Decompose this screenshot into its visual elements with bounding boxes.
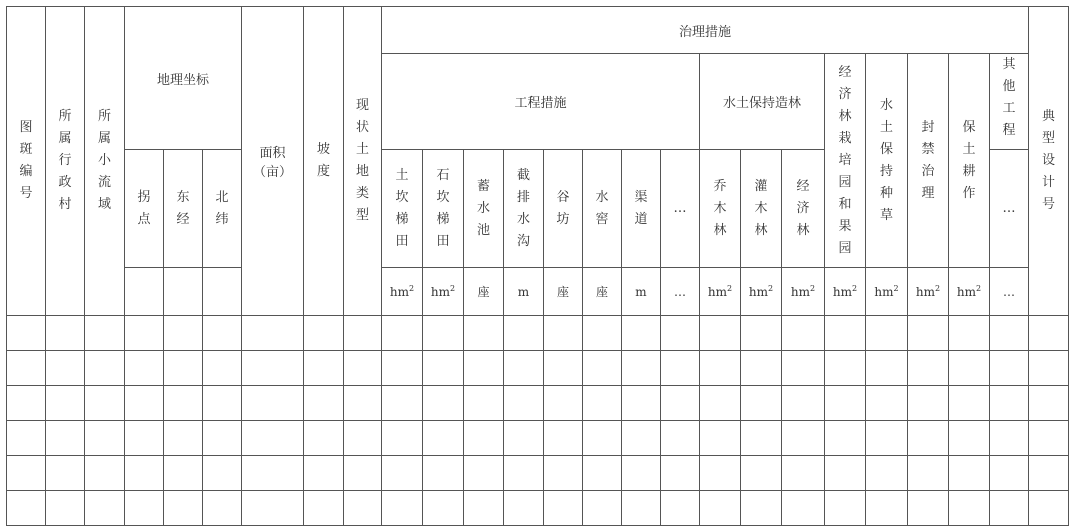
data-cell[interactable] <box>504 491 544 526</box>
table-row <box>7 421 1069 456</box>
header-area: 面积（亩） <box>242 7 304 316</box>
header-eng-col: 水窖 <box>583 150 622 268</box>
unit-hm2: $hm^2$ <box>866 268 908 316</box>
data-cell[interactable] <box>661 386 700 421</box>
data-cell[interactable] <box>990 316 1029 351</box>
data-cell[interactable] <box>782 491 825 526</box>
table-row <box>7 386 1069 421</box>
header-eng-col: 石坎梯田 <box>423 150 464 268</box>
data-cell[interactable] <box>85 491 125 526</box>
unit-hm2: $hm^2$ <box>782 268 825 316</box>
data-cell[interactable] <box>583 316 622 351</box>
data-cell[interactable] <box>504 351 544 386</box>
header-inflection-point: 拐点 <box>125 150 164 268</box>
header-forest-col: 灌木林 <box>741 150 782 268</box>
data-cell[interactable] <box>304 316 344 351</box>
data-cell[interactable] <box>464 456 504 491</box>
data-cell[interactable] <box>866 316 908 351</box>
data-cell[interactable] <box>125 316 164 351</box>
data-cell[interactable] <box>990 456 1029 491</box>
table-row <box>7 456 1069 491</box>
data-cell[interactable] <box>1029 421 1069 456</box>
data-cell[interactable] <box>622 316 661 351</box>
data-cell[interactable] <box>661 456 700 491</box>
data-cell[interactable] <box>583 491 622 526</box>
data-cell[interactable] <box>304 386 344 421</box>
data-cell[interactable] <box>423 351 464 386</box>
unit-hm2: $hm^2$ <box>825 268 866 316</box>
header-east-longitude: 东经 <box>164 150 203 268</box>
data-cell[interactable] <box>382 316 423 351</box>
data-cell[interactable] <box>949 386 990 421</box>
data-cell[interactable] <box>1029 316 1069 351</box>
header-slope: 坡度 <box>304 7 344 316</box>
data-cell[interactable] <box>164 456 203 491</box>
header-eng-col: 土坎梯田 <box>382 150 423 268</box>
data-cell[interactable] <box>700 316 741 351</box>
data-cell[interactable] <box>866 491 908 526</box>
data-cell[interactable] <box>544 386 583 421</box>
data-cell[interactable] <box>622 456 661 491</box>
header-engineering-measures: 工程措施 <box>382 54 700 150</box>
data-cell[interactable] <box>622 421 661 456</box>
data-cell[interactable] <box>825 421 866 456</box>
header-forest-col: 经济林 <box>782 150 825 268</box>
data-cell[interactable] <box>782 316 825 351</box>
unit-seat: 座 <box>544 268 583 316</box>
data-cell[interactable] <box>125 351 164 386</box>
data-cell[interactable] <box>125 491 164 526</box>
data-cell[interactable] <box>825 316 866 351</box>
data-cell[interactable] <box>203 351 242 386</box>
data-cell[interactable] <box>125 386 164 421</box>
unit-cell <box>203 268 242 316</box>
unit-hm2: $hm^2$ <box>382 268 423 316</box>
data-cell[interactable] <box>7 316 46 351</box>
header-economic-orchard: 经济林栽培园和果园 <box>825 54 866 268</box>
header-soil-forest: 水土保持造林 <box>700 54 825 150</box>
header-watershed: 所属小流域 <box>85 7 125 316</box>
data-cell[interactable] <box>242 351 304 386</box>
header-eng-col: 截排水沟 <box>504 150 544 268</box>
data-cell[interactable] <box>825 456 866 491</box>
data-cell[interactable] <box>866 351 908 386</box>
unit-hm2: $hm^2$ <box>949 268 990 316</box>
header-eng-col: … <box>661 150 700 268</box>
data-cell[interactable] <box>908 386 949 421</box>
data-cell[interactable] <box>464 351 504 386</box>
data-cell[interactable] <box>908 316 949 351</box>
data-cell[interactable] <box>622 386 661 421</box>
data-cell[interactable] <box>741 456 782 491</box>
data-cell[interactable] <box>85 386 125 421</box>
header-other-engineering: 其他工程 <box>990 54 1029 150</box>
header-land-type: 现状土地类型 <box>344 7 382 316</box>
data-cell[interactable] <box>990 386 1029 421</box>
data-cell[interactable] <box>949 456 990 491</box>
data-cell[interactable] <box>203 491 242 526</box>
data-cell[interactable] <box>866 386 908 421</box>
data-cell[interactable] <box>1029 491 1069 526</box>
table-row <box>7 491 1069 526</box>
unit-seat: 座 <box>583 268 622 316</box>
data-cell[interactable] <box>344 316 382 351</box>
data-cell[interactable] <box>622 351 661 386</box>
data-cell[interactable] <box>164 491 203 526</box>
data-cell[interactable] <box>464 491 504 526</box>
data-cell[interactable] <box>583 351 622 386</box>
data-cell[interactable] <box>700 386 741 421</box>
data-cell[interactable] <box>622 491 661 526</box>
data-cell[interactable] <box>242 456 304 491</box>
data-cell[interactable] <box>504 386 544 421</box>
data-cell[interactable] <box>908 456 949 491</box>
data-cell[interactable] <box>344 456 382 491</box>
table-row <box>7 316 1069 351</box>
data-cell[interactable] <box>661 351 700 386</box>
data-cell[interactable] <box>242 421 304 456</box>
data-cell[interactable] <box>85 351 125 386</box>
unit-meter: m <box>622 268 661 316</box>
data-cell[interactable] <box>544 491 583 526</box>
data-cell[interactable] <box>741 316 782 351</box>
unit-ellipsis: … <box>661 268 700 316</box>
data-cell[interactable] <box>46 351 85 386</box>
data-cell[interactable] <box>382 421 423 456</box>
data-cell[interactable] <box>544 316 583 351</box>
data-cell[interactable] <box>866 456 908 491</box>
data-cell[interactable] <box>464 386 504 421</box>
data-cell[interactable] <box>464 316 504 351</box>
data-cell[interactable] <box>1029 386 1069 421</box>
data-cell[interactable] <box>700 491 741 526</box>
data-cell[interactable] <box>949 421 990 456</box>
data-cell[interactable] <box>825 351 866 386</box>
header-other-sub: … <box>990 150 1029 268</box>
data-cell[interactable] <box>544 351 583 386</box>
data-cell[interactable] <box>203 421 242 456</box>
data-cell[interactable] <box>1029 456 1069 491</box>
data-cell[interactable] <box>203 386 242 421</box>
header-eng-col: 谷坊 <box>544 150 583 268</box>
data-cell[interactable] <box>382 386 423 421</box>
data-cell[interactable] <box>164 351 203 386</box>
header-map-id: 图斑编号 <box>7 7 46 316</box>
data-cell[interactable] <box>782 351 825 386</box>
data-cell[interactable] <box>164 421 203 456</box>
unit-seat: 座 <box>464 268 504 316</box>
data-cell[interactable] <box>382 456 423 491</box>
data-cell[interactable] <box>7 456 46 491</box>
data-cell[interactable] <box>464 421 504 456</box>
data-cell[interactable] <box>825 491 866 526</box>
data-cell[interactable] <box>504 316 544 351</box>
data-cell[interactable] <box>741 421 782 456</box>
data-cell[interactable] <box>741 351 782 386</box>
unit-hm2: $hm^2$ <box>700 268 741 316</box>
data-cell[interactable] <box>304 456 344 491</box>
data-cell[interactable] <box>908 491 949 526</box>
data-cell[interactable] <box>949 351 990 386</box>
data-cell[interactable] <box>125 456 164 491</box>
data-cell[interactable] <box>203 456 242 491</box>
unit-hm2: $hm^2$ <box>908 268 949 316</box>
data-cell[interactable] <box>661 491 700 526</box>
data-cell[interactable] <box>85 421 125 456</box>
data-cell[interactable] <box>866 421 908 456</box>
data-cell[interactable] <box>504 421 544 456</box>
table-row <box>7 351 1069 386</box>
data-cell[interactable] <box>7 351 46 386</box>
data-cell[interactable] <box>583 386 622 421</box>
data-cell[interactable] <box>7 491 46 526</box>
header-north-latitude: 北纬 <box>203 150 242 268</box>
data-cell[interactable] <box>382 491 423 526</box>
data-cell[interactable] <box>344 421 382 456</box>
header-treatment-measures: 治理措施 <box>382 7 1029 54</box>
data-cell[interactable] <box>242 386 304 421</box>
data-cell[interactable] <box>85 316 125 351</box>
data-cell[interactable] <box>164 386 203 421</box>
data-cell[interactable] <box>741 386 782 421</box>
data-cell[interactable] <box>46 421 85 456</box>
data-cell[interactable] <box>46 386 85 421</box>
data-cell[interactable] <box>242 491 304 526</box>
data-cell[interactable] <box>782 386 825 421</box>
data-cell[interactable] <box>1029 351 1069 386</box>
unit-ellipsis: … <box>990 268 1029 316</box>
data-cell[interactable] <box>990 421 1029 456</box>
header-tillage: 保土耕作 <box>949 54 990 268</box>
data-cell[interactable] <box>304 351 344 386</box>
data-cell[interactable] <box>949 491 990 526</box>
header-eng-col: 渠道 <box>622 150 661 268</box>
data-cell[interactable] <box>304 421 344 456</box>
data-cell[interactable] <box>344 386 382 421</box>
header-closure: 封禁治理 <box>908 54 949 268</box>
data-cell[interactable] <box>741 491 782 526</box>
header-forest-col: 乔木林 <box>700 150 741 268</box>
data-cell[interactable] <box>990 491 1029 526</box>
data-cell[interactable] <box>46 316 85 351</box>
data-cell[interactable] <box>544 421 583 456</box>
data-cell[interactable] <box>423 316 464 351</box>
data-cell[interactable] <box>242 316 304 351</box>
data-cell[interactable] <box>203 316 242 351</box>
data-cell[interactable] <box>700 421 741 456</box>
data-cell[interactable] <box>782 421 825 456</box>
data-cell[interactable] <box>423 456 464 491</box>
header-soil-grass: 水土保持种草 <box>866 54 908 268</box>
data-cell[interactable] <box>423 386 464 421</box>
unit-meter: m <box>504 268 544 316</box>
data-cell[interactable] <box>7 386 46 421</box>
data-cell[interactable] <box>908 351 949 386</box>
data-cell[interactable] <box>304 491 344 526</box>
data-cell[interactable] <box>544 456 583 491</box>
data-cell[interactable] <box>583 456 622 491</box>
data-cell[interactable] <box>700 351 741 386</box>
data-cell[interactable] <box>990 351 1029 386</box>
data-cell[interactable] <box>423 491 464 526</box>
data-cell[interactable] <box>7 421 46 456</box>
data-cell[interactable] <box>700 456 741 491</box>
data-cell[interactable] <box>125 421 164 456</box>
data-cell[interactable] <box>344 491 382 526</box>
unit-hm2: $hm^2$ <box>741 268 782 316</box>
data-cell[interactable] <box>423 421 464 456</box>
data-cell[interactable] <box>164 316 203 351</box>
header-geo-coords: 地理坐标 <box>125 7 242 150</box>
data-cell[interactable] <box>85 456 125 491</box>
treatment-measures-table <box>6 6 1069 526</box>
data-cell[interactable] <box>46 456 85 491</box>
header-eng-col: 蓄水池 <box>464 150 504 268</box>
data-cell[interactable] <box>382 351 423 386</box>
data-cell[interactable] <box>782 456 825 491</box>
data-cell[interactable] <box>661 316 700 351</box>
header-typical-design: 典型设计号 <box>1029 7 1069 316</box>
data-cell[interactable] <box>583 421 622 456</box>
unit-cell <box>125 268 164 316</box>
data-cell[interactable] <box>949 316 990 351</box>
data-cell[interactable] <box>46 491 85 526</box>
unit-hm2: $hm^2$ <box>423 268 464 316</box>
data-rows <box>7 316 1069 526</box>
unit-cell <box>164 268 203 316</box>
data-cell[interactable] <box>661 421 700 456</box>
header-admin-village: 所属行政村 <box>46 7 85 316</box>
data-cell[interactable] <box>344 351 382 386</box>
data-cell[interactable] <box>908 421 949 456</box>
data-cell[interactable] <box>504 456 544 491</box>
data-cell[interactable] <box>825 386 866 421</box>
